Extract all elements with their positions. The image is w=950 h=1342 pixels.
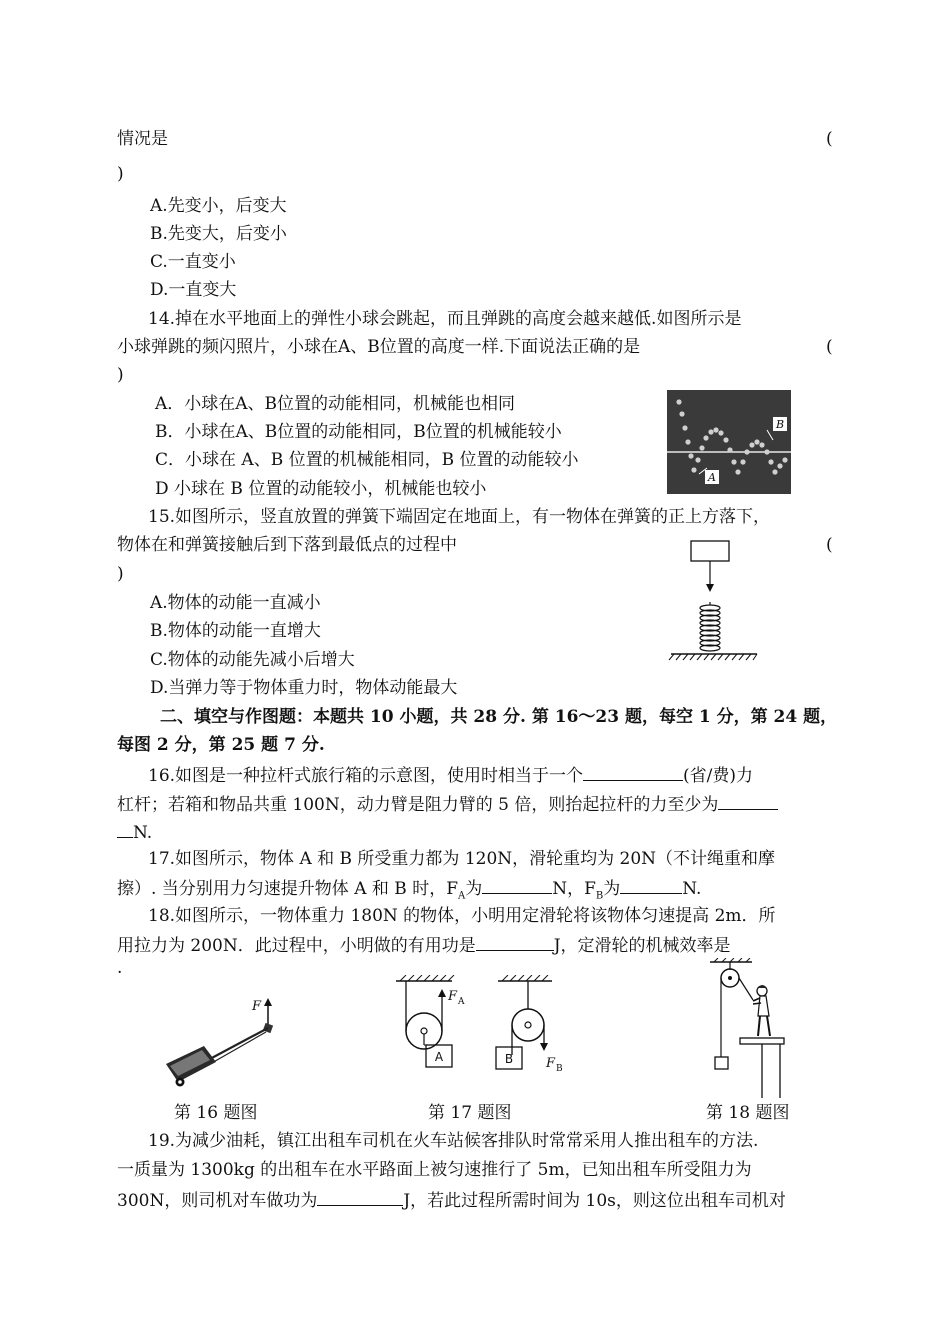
q14-option-c: C．小球在 A、B 位置的机械能相同，B 位置的动能较小 xyxy=(155,450,579,470)
fig17-box-a: A xyxy=(434,1050,444,1064)
q14-paren-close: ) xyxy=(117,365,124,385)
q18-line2-tail: J，定滑轮的机械效率是 xyxy=(553,936,731,956)
q14-option-d: D 小球在 B 位置的动能较小，机械能也较小 xyxy=(155,479,487,499)
q18-line1: 18.如图所示，一物体重力 180N 的物体，小明用定滑轮将该物体匀速提高 2m．所 xyxy=(148,906,776,926)
q15-option-a: A.物体的动能一直减小 xyxy=(150,593,321,613)
caption-fig16: 第 16 题图 xyxy=(174,1103,258,1123)
bouncing-ball-graphic xyxy=(667,390,791,494)
fig16-force-label: F xyxy=(252,999,262,1014)
fig17-fb-label: F xyxy=(546,1056,556,1071)
q13-stem-end: 情况是 xyxy=(117,129,168,149)
q13-option-a: A.先变小，后变大 xyxy=(150,196,287,216)
section2-heading-line2: 每图 2 分，第 25 题 7 分. xyxy=(117,735,325,755)
q17-blank-b[interactable] xyxy=(620,877,682,894)
fig17-fa-label: F xyxy=(448,989,458,1004)
q17-sub-a: A xyxy=(458,890,466,902)
q13-paren-close: ) xyxy=(117,164,124,184)
q18-line2 xyxy=(117,934,731,956)
q17-sub-b: B xyxy=(595,890,604,902)
q19-line1: 19.为减少油耗，镇江出租车司机在火车站候客排队时常常采用人推出租车的方法. xyxy=(148,1131,759,1151)
q17-wei-a: 为 xyxy=(465,879,483,899)
q17-blank-a[interactable] xyxy=(482,877,552,894)
q19-blank-1[interactable] xyxy=(317,1189,403,1206)
q19-line2: 一质量为 1300kg 的出租车在水平路面上被匀速推行了 5m，已知出租车所受阻力为 xyxy=(117,1160,752,1180)
fig17-fa-sub: A xyxy=(458,997,465,1007)
q16-line3-tail: N. xyxy=(133,823,153,843)
q17-wei-b: 为 xyxy=(603,879,621,899)
q14-option-b: B．小球在A、B位置的动能相同，B位置的机械能较小 xyxy=(155,422,562,442)
q16-line2 xyxy=(117,793,778,815)
caption-fig18: 第 18 题图 xyxy=(706,1103,790,1123)
q15-paren-close: ) xyxy=(117,564,124,584)
q19-line3-tail: J，若此过程所需时间为 10s，则这位出租车司机对 xyxy=(403,1191,786,1211)
q15-line2: 物体在和弹簧接触后到下落到最低点的过程中 xyxy=(117,535,457,555)
q19-line3 xyxy=(117,1189,786,1211)
fig16-luggage xyxy=(158,992,288,1092)
q13-option-b: B.先变大，后变小 xyxy=(150,224,287,244)
q17-line2 xyxy=(117,877,701,906)
q13-option-c: C.一直变小 xyxy=(150,252,236,272)
fig17-fb-sub: B xyxy=(556,1064,563,1074)
q17-line2-text: 擦）. 当分别用力匀速提升物体 A 和 B 时，F xyxy=(117,879,458,899)
q15-paren-open: ( xyxy=(826,535,833,555)
q15-option-d: D.当弹力等于物体重力时，物体动能最大 xyxy=(150,678,458,698)
q16-line1-tail: (省/费)力 xyxy=(683,766,754,786)
q17-line1: 17.如图所示，物体 A 和 B 所受重力都为 120N，滑轮重均为 20N（不计绳重和摩 xyxy=(148,849,776,869)
q17-end: N. xyxy=(682,879,702,899)
q13-paren-open: ( xyxy=(826,129,833,149)
q17-mid: N，F xyxy=(552,879,596,899)
q14-line2: 小球弹跳的频闪照片，小球在A、B位置的高度一样.下面说法正确的是 xyxy=(117,337,641,357)
q16-line1 xyxy=(148,764,753,786)
q16-line1-text: 16.如图是一种拉杆式旅行箱的示意图，使用时相当于一个 xyxy=(148,766,584,786)
bouncing-ball-photo xyxy=(667,390,791,494)
photo-label-a: A xyxy=(708,471,716,484)
photo-label-b: B xyxy=(775,418,785,431)
q14-option-a: A．小球在A、B位置的动能相同，机械能也相同 xyxy=(155,394,516,414)
q16-blank-1[interactable] xyxy=(583,764,683,781)
q18-blank-1[interactable] xyxy=(476,934,554,951)
section2-heading-line1: 二、填空与作图题：本题共 10 小题，共 28 分. 第 16～23 题，每空 1 分，第 24 题， xyxy=(160,707,838,727)
q18-line3: . xyxy=(117,958,123,978)
q15-option-c: C.物体的动能先减小后增大 xyxy=(150,650,355,670)
spring-figure xyxy=(668,538,760,664)
fig17-box-b: B xyxy=(504,1052,514,1066)
q15-option-b: B.物体的动能一直增大 xyxy=(150,621,321,641)
q13-option-d: D.一直变大 xyxy=(150,280,237,300)
fig17-pulleys xyxy=(392,975,577,1085)
q14-line1: 14.掉在水平地面上的弹性小球会跳起，而且弹跳的高度会越来越低.如图所示是 xyxy=(148,309,742,329)
q14-paren-open: ( xyxy=(826,337,833,357)
q19-line3-text: 300N，则司机对车做功为 xyxy=(117,1191,318,1211)
q15-line1: 15.如图所示，竖直放置的弹簧下端固定在地面上，有一物体在弹簧的正上方落下， xyxy=(148,507,771,527)
q16-line3 xyxy=(117,821,152,843)
q16-blank-2[interactable] xyxy=(718,793,778,810)
fig18-fixed-pulley xyxy=(700,958,800,1100)
q16-line2-text: 杠杆；若箱和物品共重 100N，动力臂是阻力臂的 5 倍，则抬起拉杆的力至少为 xyxy=(117,795,719,815)
q18-line2-text: 用拉力为 200N．此过程中，小明做的有用功是 xyxy=(117,936,476,956)
q16-blank-2-cont xyxy=(117,821,133,838)
caption-fig17: 第 17 题图 xyxy=(428,1103,512,1123)
